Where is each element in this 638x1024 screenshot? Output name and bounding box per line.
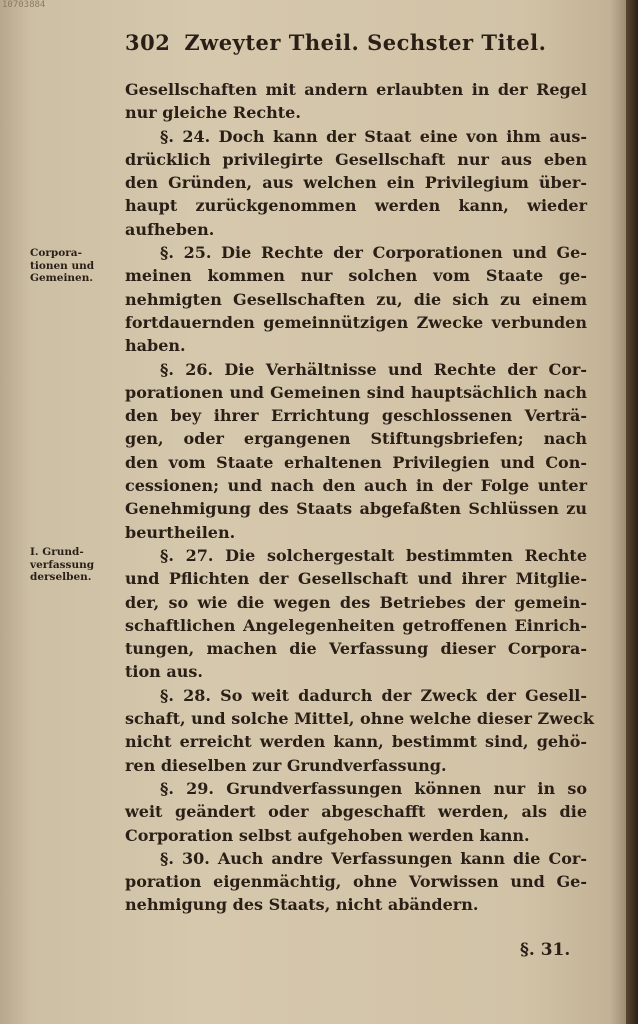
shelfmark: 10703884 [2,0,46,10]
text-line: den vom Staate erhaltenen Privilegien und Con- [125,452,587,472]
text-line: cessionen; und nach den auch in der Folge unter [125,476,587,496]
text-line: schaft, und solche Mittel, ohne welche dieser Zweck [125,709,594,729]
catchword: §. 31. [520,940,571,960]
margin-note-line: I. Grund- [30,546,84,558]
text-line: schaftlichen Angelegenheiten getroffenen Einrich- [125,615,587,635]
text-line: nehmigten Gesellschaften zu, die sich zu einem [125,289,587,309]
text-line: ren dieselben zur Grundverfassung. [125,755,447,775]
text-line: der, so wie die wegen des Betriebes der gemein- [125,592,587,612]
text-line: gen, oder ergangenen Stiftungsbriefen; nach [125,429,587,449]
text-line: den Gründen, aus welchen ein Privilegium über- [125,173,587,193]
text-line: haben. [125,336,186,356]
text-line: nicht erreicht werden kann, bestimmt sind, gehö- [125,732,587,752]
paragraph-24-start: §. 24. Doch kann der Staat eine von ihm aus- [160,126,587,146]
text-line: beurtheilen. [125,522,236,542]
text-line: weit geändert oder abgeschafft werden, als die [125,802,587,822]
paragraph-29-start: §. 29. Grundverfassungen können nur in so [160,778,587,798]
margin-note-constitution [30,546,112,584]
paragraph-28-start: §. 28. So weit dadurch der Zweck der Gesell- [160,685,587,705]
text-line: den bey ihrer Errichtung geschlossenen Verträ- [125,406,587,426]
paragraph-26-start: §. 26. Die Verhältnisse und Rechte der Cor- [160,359,587,379]
text-line: nehmigung des Staats, nicht abändern. [125,895,479,915]
text-line: Gesellschaften mit andern erlaubten in der Regel [125,80,587,99]
text-line: und Pflichten der Gesellschaft und ihrer Mitglie- [125,569,587,589]
text-line: fortdauernden gemeinnützigen Zwecke verbunden [125,312,587,332]
text-line: meinen kommen nur solchen vom Staate ge- [125,266,587,286]
page-number: 302 [125,30,171,55]
paragraph-27-start: §. 27. Die solchergestalt bestimmten Rechte [160,545,587,565]
margin-note-line: Gemeinen. [30,272,94,284]
text-line: Corporation selbst aufgehoben werden kann. [125,825,530,845]
text-line: tion aus. [125,662,203,682]
paragraph-25-start: §. 25. Die Rechte der Corporationen und Ge- [160,243,587,263]
text-line: nur gleiche Rechte. [125,103,301,123]
margin-note-line: derselben. [30,571,92,583]
margin-note-line: Corpora- [30,247,82,259]
running-header [125,30,547,55]
paragraph-30-start: §. 30. Auch andre Verfassungen kann die Cor- [160,848,587,868]
text-line: haupt zurückgenommen werden kann, wieder [125,196,587,216]
text-line: poration eigenmächtig, ohne Vorwissen und Ge- [125,872,587,892]
book-edge [626,0,638,1024]
margin-note-corporations [30,247,112,285]
margin-note-line: verfassung [30,558,95,571]
text-line: drücklich privilegirte Gesellschaft nur aus eben [125,149,587,169]
text-line: aufheben. [125,219,215,239]
header-title: Zweyter Theil. Sechster Titel. [184,30,547,55]
body-text [125,78,594,917]
text-line: Genehmigung des Staats abgefaßten Schlüssen zu [125,499,587,519]
margin-note-line: tionen und [30,259,95,272]
text-line: porationen und Gemeinen sind hauptsächlich nach [125,382,587,402]
text-line: tungen, machen die Verfassung dieser Corpora- [125,639,587,659]
